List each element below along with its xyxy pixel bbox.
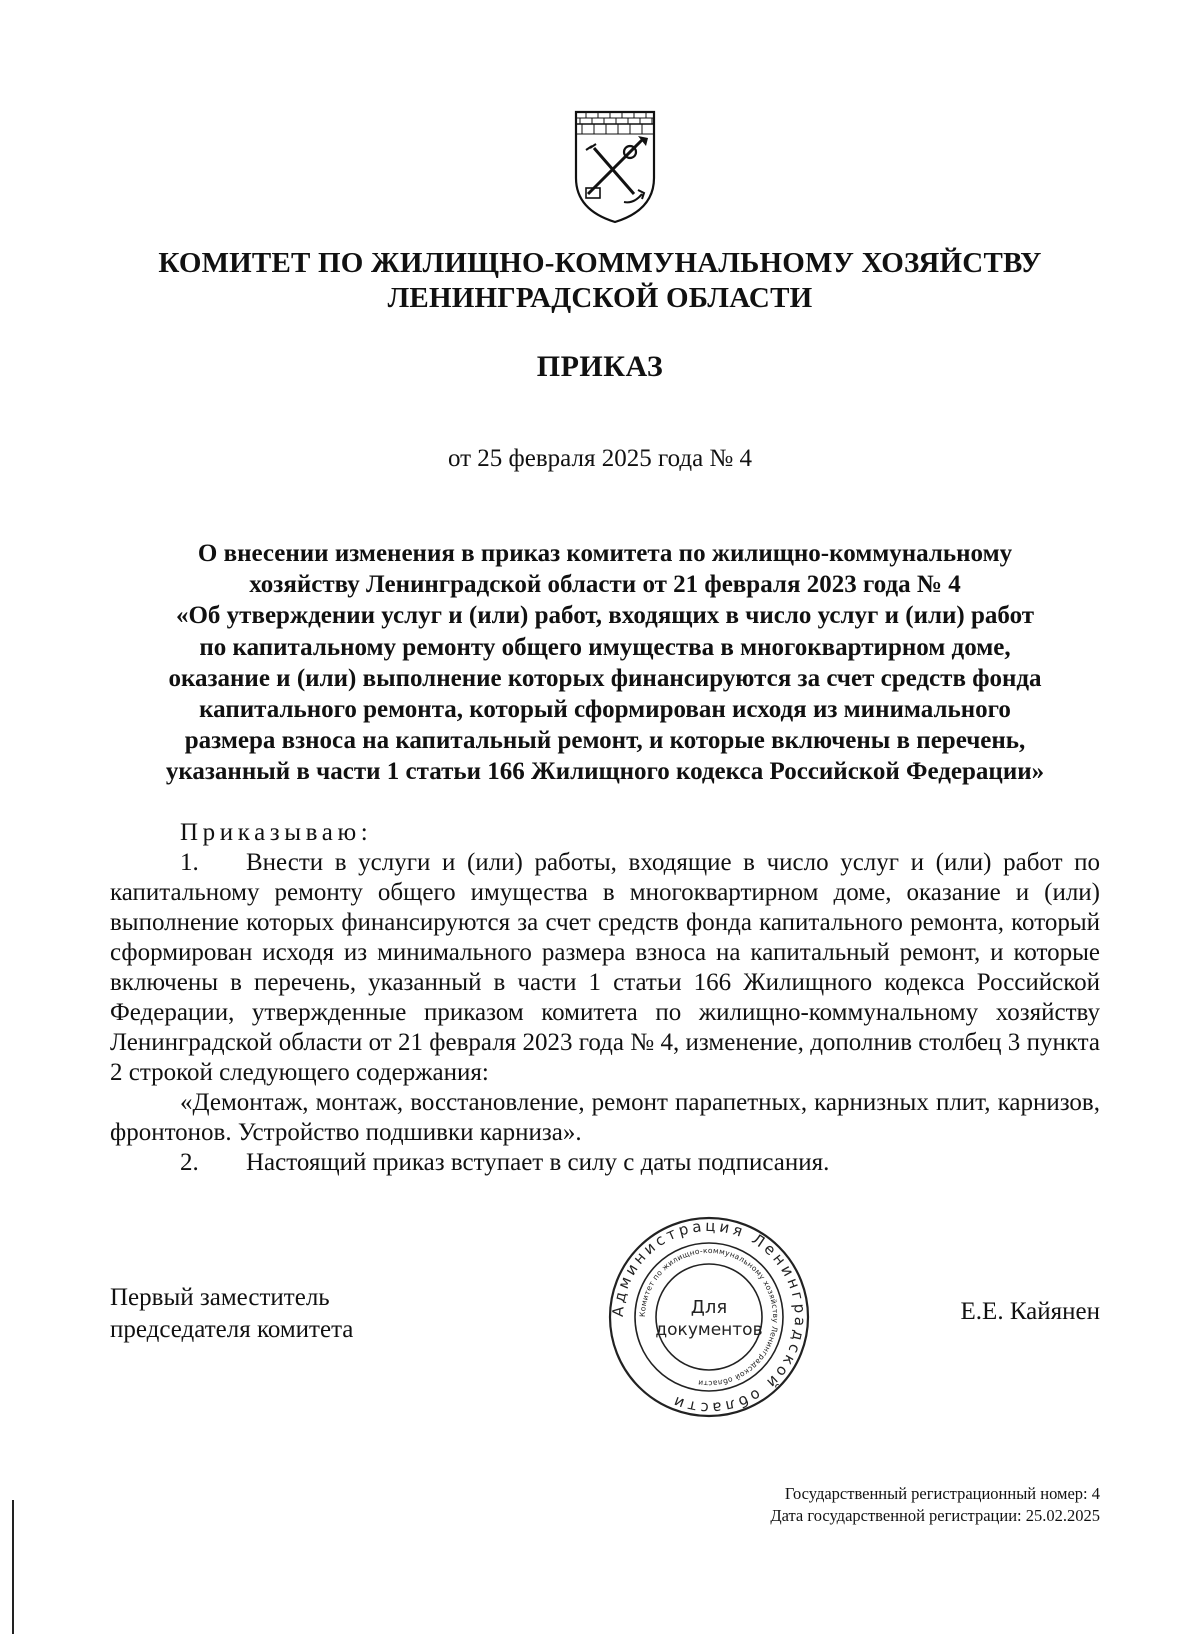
subject-line: хозяйству Ленинградской области от 21 февраля 2023 года № 4 — [249, 571, 961, 599]
signatory-position-line2: председателя комитета — [110, 1316, 354, 1343]
official-seal — [606, 1214, 812, 1420]
registration-date: Дата государственной регистрации: 25.02.2025 — [770, 1506, 1100, 1525]
document-type: ПРИКАЗ — [536, 350, 664, 383]
seal-inner-text: Комитет по жилищно-коммунальному хозяйству Ленинградской области — [637, 1245, 781, 1389]
signatory-position — [110, 1282, 353, 1346]
registration-info — [770, 1483, 1100, 1527]
leningrad-oblast-coat-of-arms-icon — [572, 106, 658, 226]
organization-name-line1: КОМИТЕТ ПО ЖИЛИЩНО-КОММУНАЛЬНОМУ ХОЗЯЙСТВУ — [158, 247, 1042, 279]
organization-name — [0, 246, 1200, 316]
seal-center-line1: Для — [690, 1297, 728, 1318]
subject-line: О внесении изменения в приказ комитета по жилищно-коммунальному — [197, 540, 1013, 567]
subject-line: капитального ремонта, который сформирован исходя из минимального — [199, 696, 1011, 724]
subject-line: размера взноса на капитальный ремонт, и которые включены в перечень, — [184, 727, 1026, 755]
quoted-text: «Демонтаж, монтаж, восстановление, ремонт парапетных, карнизных плит, карнизов, фронтонов. Устройство подшивки карниза». — [110, 1089, 1100, 1146]
order-word: Приказываю: — [180, 819, 373, 846]
order-item-2 — [110, 1148, 1100, 1178]
document-subject — [110, 538, 1100, 788]
order-item-1 — [110, 848, 1100, 1088]
signatory-position-line1: Первый заместитель — [110, 1284, 330, 1311]
document-date-number: от 25 февраля 2025 года № 4 — [447, 445, 753, 472]
organization-name-line2: ЛЕНИНГРАДСКОЙ ОБЛАСТИ — [387, 282, 813, 314]
document-body — [110, 818, 1100, 1178]
item-number: 1. — [180, 849, 199, 876]
subject-line: оказание и (или) выполнение которых финансируются за счет средств фонда — [168, 664, 1042, 692]
subject-line: «Об утверждении услуг и (или) работ, входящих в число услуг и (или) работ — [175, 602, 1035, 630]
registration-number: Государственный регистрационный номер: 4 — [784, 1484, 1100, 1503]
item-text: Настоящий приказ вступает в силу с даты подписания. — [246, 1149, 830, 1176]
subject-line: указанный в части 1 статьи 166 Жилищного кодекса Российской Федерации» — [165, 758, 1045, 786]
seal-center-line2: документов — [655, 1320, 763, 1340]
item-number: 2. — [180, 1149, 199, 1176]
seal-outer-text: Администрация Ленинградской области — [608, 1216, 810, 1418]
subject-line: по капитальному ремонту общего имущества в многоквартирном доме, — [199, 633, 1011, 661]
signatory-name: Е.Е. Кайянен — [960, 1298, 1100, 1325]
item-text: Внести в услуги и (или) работы, входящие в число услуг и (или) работ по капитальному ремонту общего имущества в многоквартирном доме, оказание и (или) выполнение которых финансируются за счет средств фонда капитального ремонта, который сформирован исходя из минимального размера взноса на капитальный ремонт, и которые включены в перечень, указанный в части 1 статьи 166 Жилищного кодекса Российской Федерации, утвержденные приказом комитета по жилищно-коммунальному хозяйству Ленинградской области от 21 февраля 2023 года № 4, изменение, дополнив столбец 3 пункта 2 строкой следующего содержания: — [110, 849, 1100, 1086]
scan-margin-line — [12, 1500, 14, 1634]
